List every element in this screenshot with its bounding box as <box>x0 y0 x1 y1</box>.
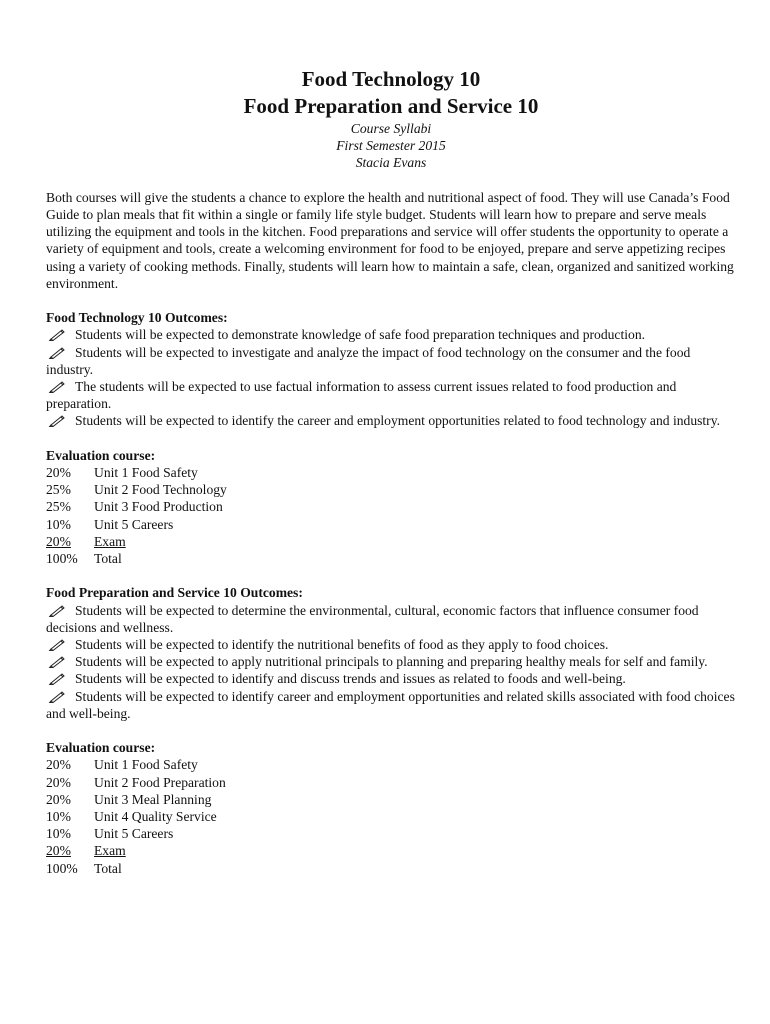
fps-evaluation-table <box>46 756 736 876</box>
eval-percent: 20% <box>46 843 71 859</box>
eval-unit: Unit 3 Food Production <box>94 499 223 515</box>
eval-percent: 25% <box>46 482 71 498</box>
ft-evaluation-table <box>46 464 736 567</box>
table-row <box>46 533 736 550</box>
eval-unit: Unit 1 Food Safety <box>94 757 198 773</box>
eval-unit: Unit 5 Careers <box>94 516 174 532</box>
eval-percent: 100% <box>46 551 78 567</box>
list-item: The students will be expected to use factual information to assess current issues related to food production and preparation. <box>46 379 677 412</box>
list-item: Students will be expected to investigate and analyze the impact of food technology on the consumer and the food industry. <box>46 344 691 377</box>
intro-paragraph: Both courses will give the students a chance to explore the health and nutritional aspect of food. They will use Canada’s Food Guide to plan meals that fit within a single or family life style budget. Students will learn how to prepare and serve meals utilizing the equipment and tools in the kitchen. Food preparations and service will offer students the opportunity to operate a variety of equipment and tools, create a welcoming environment for food to be enjoyed, prepare and serve appetizing recipes using a variety of cooking methods. Finally, students will learn how to maintain a safe, clean, organized and sanitized working environment. <box>46 189 734 291</box>
table-row <box>46 481 736 498</box>
eval-percent: 10% <box>46 826 71 842</box>
pencil-icon <box>48 414 66 427</box>
eval-percent: 20% <box>46 757 71 773</box>
eval-unit: Exam <box>94 843 126 859</box>
document-subtitle: Food Preparation and Service 10 <box>243 94 539 118</box>
list-item: Students will be expected to identify and discuss trends and issues as related to foods and well-being. <box>46 670 736 687</box>
pencil-icon <box>48 638 66 651</box>
table-row <box>46 825 736 842</box>
list-item: Students will be expected to identify the career and employment opportunities related to food technology and industry. <box>46 412 736 429</box>
table-row <box>46 774 736 791</box>
semester-label: First Semester 2015 <box>336 138 446 154</box>
eval-percent: 20% <box>46 533 71 549</box>
pencil-icon <box>48 655 66 668</box>
eval-percent: 10% <box>46 809 71 825</box>
pencil-icon <box>48 672 66 685</box>
table-row <box>46 550 736 567</box>
list-item: Students will be expected to apply nutritional principals to planning and preparing healthy meals for self and family. <box>46 653 736 670</box>
eval-percent: 100% <box>46 860 78 876</box>
eval-unit: Unit 2 Food Preparation <box>94 774 226 790</box>
pencil-icon <box>48 328 66 341</box>
table-row <box>46 842 736 859</box>
table-row <box>46 808 736 825</box>
table-row <box>46 498 736 515</box>
eval-percent: 25% <box>46 499 71 515</box>
list-item: Students will be expected to identify career and employment opportunities and related skills associated with food choices and well-being. <box>46 688 735 721</box>
pencil-icon <box>48 346 66 359</box>
eval-unit: Exam <box>94 533 126 549</box>
fps-outcomes-list <box>46 602 736 722</box>
table-row <box>46 791 736 808</box>
eval-unit: Total <box>94 551 122 567</box>
ft-outcomes-list <box>46 326 736 429</box>
list-item: Students will be expected to determine the environmental, cultural, economic factors that influence consumer food decisions and wellness. <box>46 602 699 635</box>
eval-unit: Unit 2 Food Technology <box>94 482 227 498</box>
author-name: Stacia Evans <box>355 155 427 171</box>
document-title: Food Technology 10 <box>301 67 481 91</box>
pencil-icon <box>48 380 66 393</box>
fps-outcomes-heading: Food Preparation and Service 10 Outcomes: <box>46 585 303 601</box>
table-row <box>46 860 736 877</box>
course-syllabi-label: Course Syllabi <box>350 121 432 136</box>
syllabus-page <box>46 66 736 877</box>
eval-unit: Unit 1 Food Safety <box>94 465 198 481</box>
eval-unit: Total <box>94 860 122 876</box>
eval-unit: Unit 3 Meal Planning <box>94 791 212 807</box>
table-row <box>46 756 736 773</box>
table-row <box>46 464 736 481</box>
eval-unit: Unit 4 Quality Service <box>94 809 217 825</box>
eval-percent: 20% <box>46 791 71 807</box>
pencil-icon <box>48 604 66 617</box>
eval-percent: 20% <box>46 774 71 790</box>
eval-unit: Unit 5 Careers <box>94 826 174 842</box>
list-item: Students will be expected to identify the nutritional benefits of food as they apply to food choices. <box>46 636 736 653</box>
eval-percent: 10% <box>46 516 71 532</box>
table-row <box>46 516 736 533</box>
fps-evaluation-heading: Evaluation course: <box>46 740 156 756</box>
pencil-icon <box>48 690 66 703</box>
list-item: Students will be expected to demonstrate knowledge of safe food preparation techniques and production. <box>46 326 736 343</box>
ft-outcomes-heading: Food Technology 10 Outcomes: <box>46 310 228 326</box>
eval-percent: 20% <box>46 465 71 481</box>
ft-evaluation-heading: Evaluation course: <box>46 447 156 463</box>
